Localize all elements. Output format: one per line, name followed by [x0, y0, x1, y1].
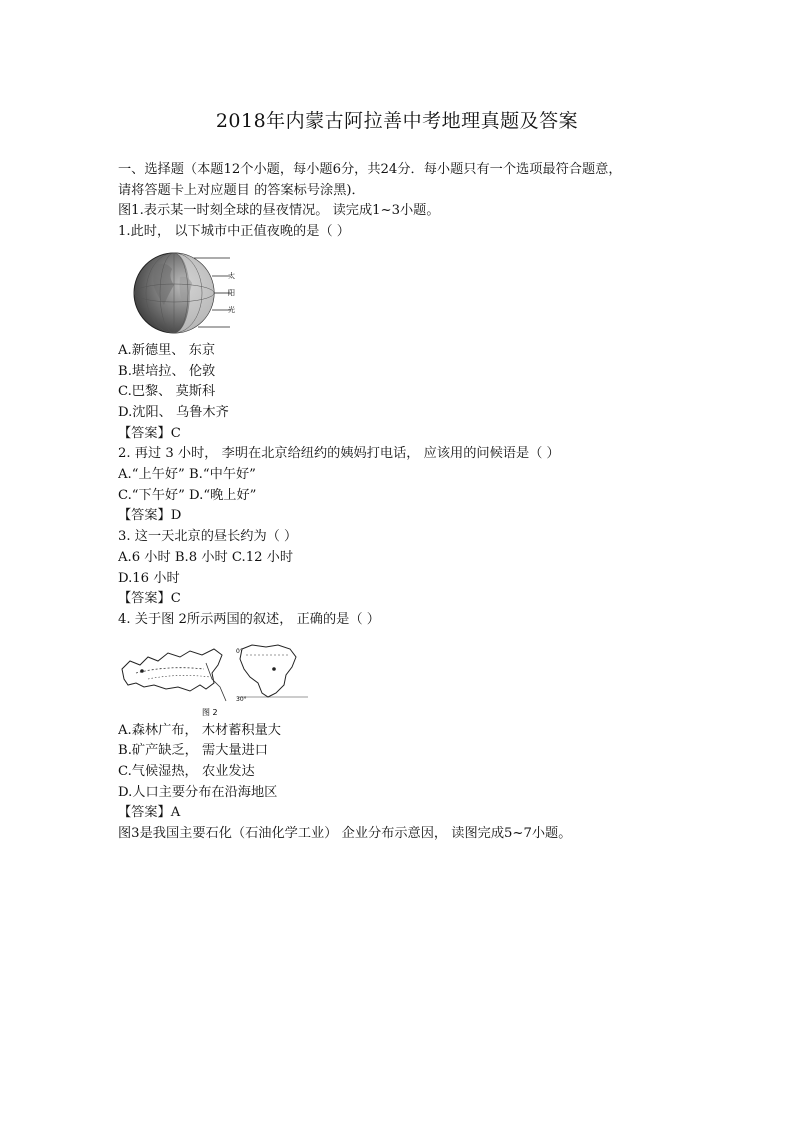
figure-1-label-3: 光 [228, 305, 235, 314]
page-title: 2018年内蒙古阿拉善中考地理真题及答案 [215, 110, 579, 132]
question-3-options-line-1: A.6 小时 B.8 小时 C.12 小时 [118, 549, 294, 565]
figure-2-caption: 图 2 [202, 707, 218, 717]
question-4-answer: 【答案】A [118, 805, 181, 821]
section-intro-line-3: 图1.表示某一时刻全球的昼夜情况。 读完成1~3小题。 [118, 203, 440, 219]
question-1-option-b: B.堪培拉、 伦敦 [118, 363, 216, 379]
question-2-options-line-1: A.“上午好” B.“中午好” [118, 467, 256, 483]
question-3-answer: 【答案】C [118, 591, 181, 607]
figure-2-map-image [118, 639, 698, 719]
question-4-option-b: B.矿产缺乏， 需大量进口 [118, 743, 268, 759]
figure-1-globe-image [118, 247, 698, 339]
question-1-option-c: C.巴黎、 莫斯科 [118, 384, 216, 400]
figure-1-label-2: 阳 [228, 288, 235, 297]
question-3-options-line-2: D.16 小时 [118, 570, 180, 586]
question-3-stem: 3. 这一天北京的昼长约为（ ） [118, 529, 298, 545]
document-body [118, 160, 698, 845]
figure-2-latitude-top: 0° [236, 647, 243, 655]
question-4-option-d: D.人口主要分布在沿海地区 [118, 784, 278, 800]
figure-1-label-1: 太 [228, 271, 235, 280]
question-1-answer: 【答案】C [118, 425, 181, 441]
figure-2-latitude-bottom: 30° [236, 695, 247, 703]
section-intro-line-2: 请将答题卡上对应题目 的答案标号涂黑)． [118, 182, 365, 198]
question-2-stem: 2. 再过 3 小时， 李明在北京给纽约的姨妈打电话， 应该用的问候语是（ ） [118, 446, 560, 462]
section-intro-line-1: 一、选择题（本题12个小题，每小题6分，共24分．每小题只有一个选项最符合题意， [118, 162, 622, 177]
question-2-answer: 【答案】D [118, 508, 182, 524]
question-2-options-line-2: C.“下午好” D.“晚上好” [118, 487, 257, 503]
question-1-stem: 1.此时， 以下城市中正值夜晚的是（ ） [118, 224, 350, 240]
next-section-intro: 图3是我国主要石化（石油化学工业） 企业分布示意因， 读图完成5~7小题。 [118, 826, 572, 842]
question-4-option-c: C.气候湿热， 农业发达 [118, 764, 255, 780]
question-1-option-a: A.新德里、 东京 [118, 342, 216, 358]
question-4-option-a: A.森林广布， 木材蓄积量大 [118, 722, 281, 738]
question-4-stem: 4. 关于图 2所示两国的叙述， 正确的是（ ） [118, 611, 380, 627]
question-1-option-d: D.沈阳、 乌鲁木齐 [118, 404, 229, 420]
